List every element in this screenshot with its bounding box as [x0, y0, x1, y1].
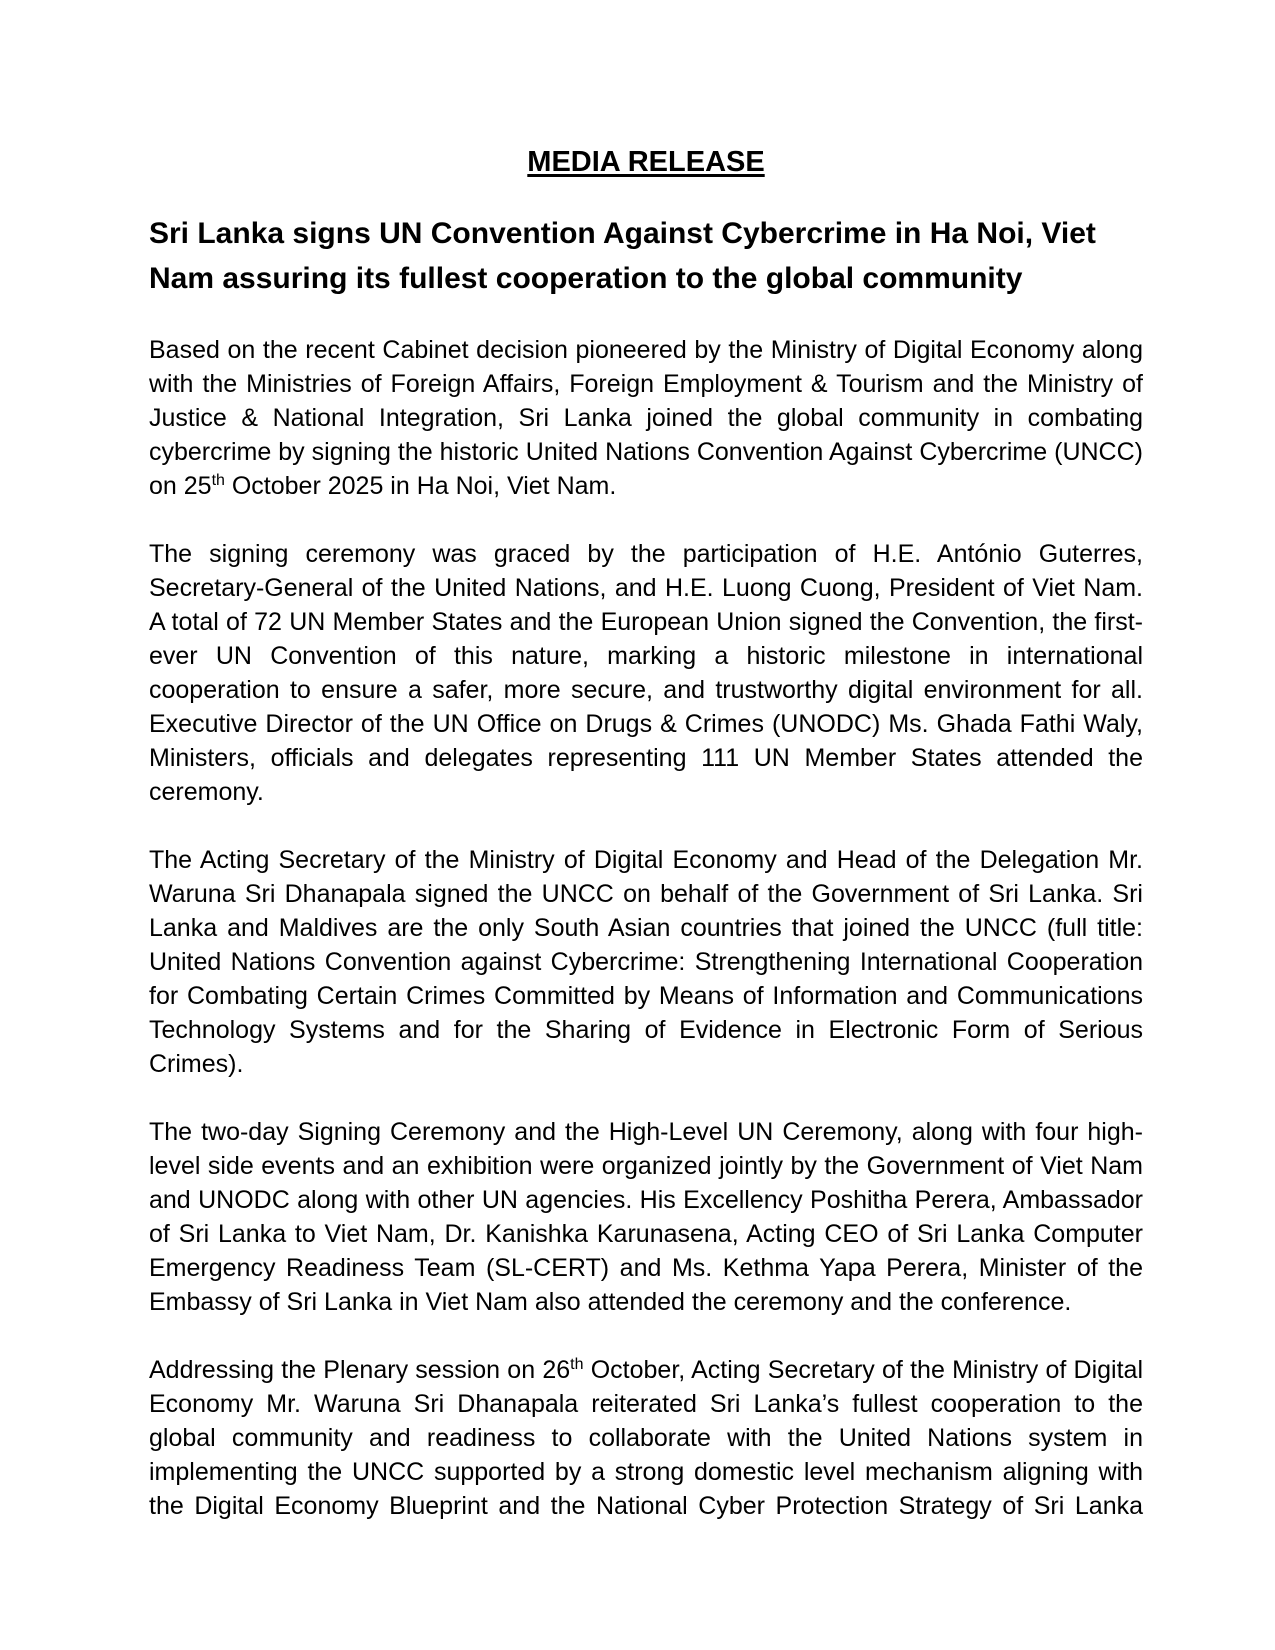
paragraph — [149, 843, 1143, 1081]
paragraph — [149, 1353, 1143, 1523]
superscript-run: th — [570, 1356, 584, 1373]
text-run: Based on the recent Cabinet decision pioneered by the Ministry of Digital Economy along with the Ministries of Foreign Affairs, Foreign Employment & Tourism and the Ministry of Justice & National Integration, Sri Lanka joined the global community in combating cybercrime by signing the historic United Nations Convention Against Cybercrime (UNCC) on 25 — [149, 336, 1143, 500]
paragraph — [149, 537, 1143, 809]
text-run: The signing ceremony was graced by the participation of H.E. António Guterres, Secretary-General of the United Nations, and H.E. Luong Cuong, President of Viet Nam. A total of 72 UN Member States and the European Union signed the Convention, the first-ever UN Convention of this nature, marking a historic milestone in international cooperation to ensure a safer, more secure, and trustworthy digital environment for all. Executive Director of the UN Office on Drugs & Crimes (UNODC) Ms. Ghada Fathi Waly, Ministers, officials and delegates representing 111 UN Member States attended the ceremony. — [149, 540, 1143, 806]
media-release-title-text: MEDIA RELEASE — [527, 146, 765, 178]
text-run: October 2025 in Ha Noi, Viet Nam. — [224, 472, 617, 500]
text-run: The Acting Secretary of the Ministry of Digital Economy and Head of the Delegation Mr. Waruna Sri Dhanapala signed the UNCC on behalf of the Government of Sri Lanka. Sri Lanka and Maldives are the only South Asian countries that joined the UNCC (full title: United Nations Convention against Cybercrime: Strengthening International Cooperation for Combating Certain Crimes Committed by Means of Information and Communications Technology Systems and for the Sharing of Evidence in Electronic Form of Serious Crimes). — [149, 846, 1143, 1078]
superscript-run: th — [211, 472, 225, 489]
paragraph — [149, 1115, 1143, 1319]
text-run: Addressing the Plenary session on 26 — [149, 1356, 571, 1384]
text-run: The two-day Signing Ceremony and the High-Level UN Ceremony, along with four high-level side events and an exhibition were organized jointly by the Government of Viet Nam and UNODC along with other UN agencies. His Excellency Poshitha Perera, Ambassador of Sri Lanka to Viet Nam, Dr. Kanishka Karunasena, Acting CEO of Sri Lanka Computer Emergency Readiness Team (SL-CERT) and Ms. Kethma Yapa Perera, Minister of the Embassy of Sri Lanka in Viet Nam also attended the ceremony and the conference. — [149, 1118, 1143, 1316]
paragraph — [149, 333, 1143, 503]
text-run: October, Acting Secretary of the Ministry of Digital Economy Mr. Waruna Sri Dhanapala reiterated Sri Lanka’s fullest cooperation to the global community and readiness to collaborate with the United Nations system in implementing the UNCC supported by a strong domestic level mechanism aligning with the Digital Economy Blueprint and the National Cyber Protection Strategy of Sri Lanka — [149, 1356, 1143, 1520]
media-release-title — [149, 144, 1143, 180]
paragraphs — [149, 333, 1143, 1523]
document-content — [149, 0, 1143, 1523]
headline: Sri Lanka signs UN Convention Against Cybercrime in Ha Noi, Viet Nam assuring its fullest cooperation to the global community — [149, 217, 1096, 295]
